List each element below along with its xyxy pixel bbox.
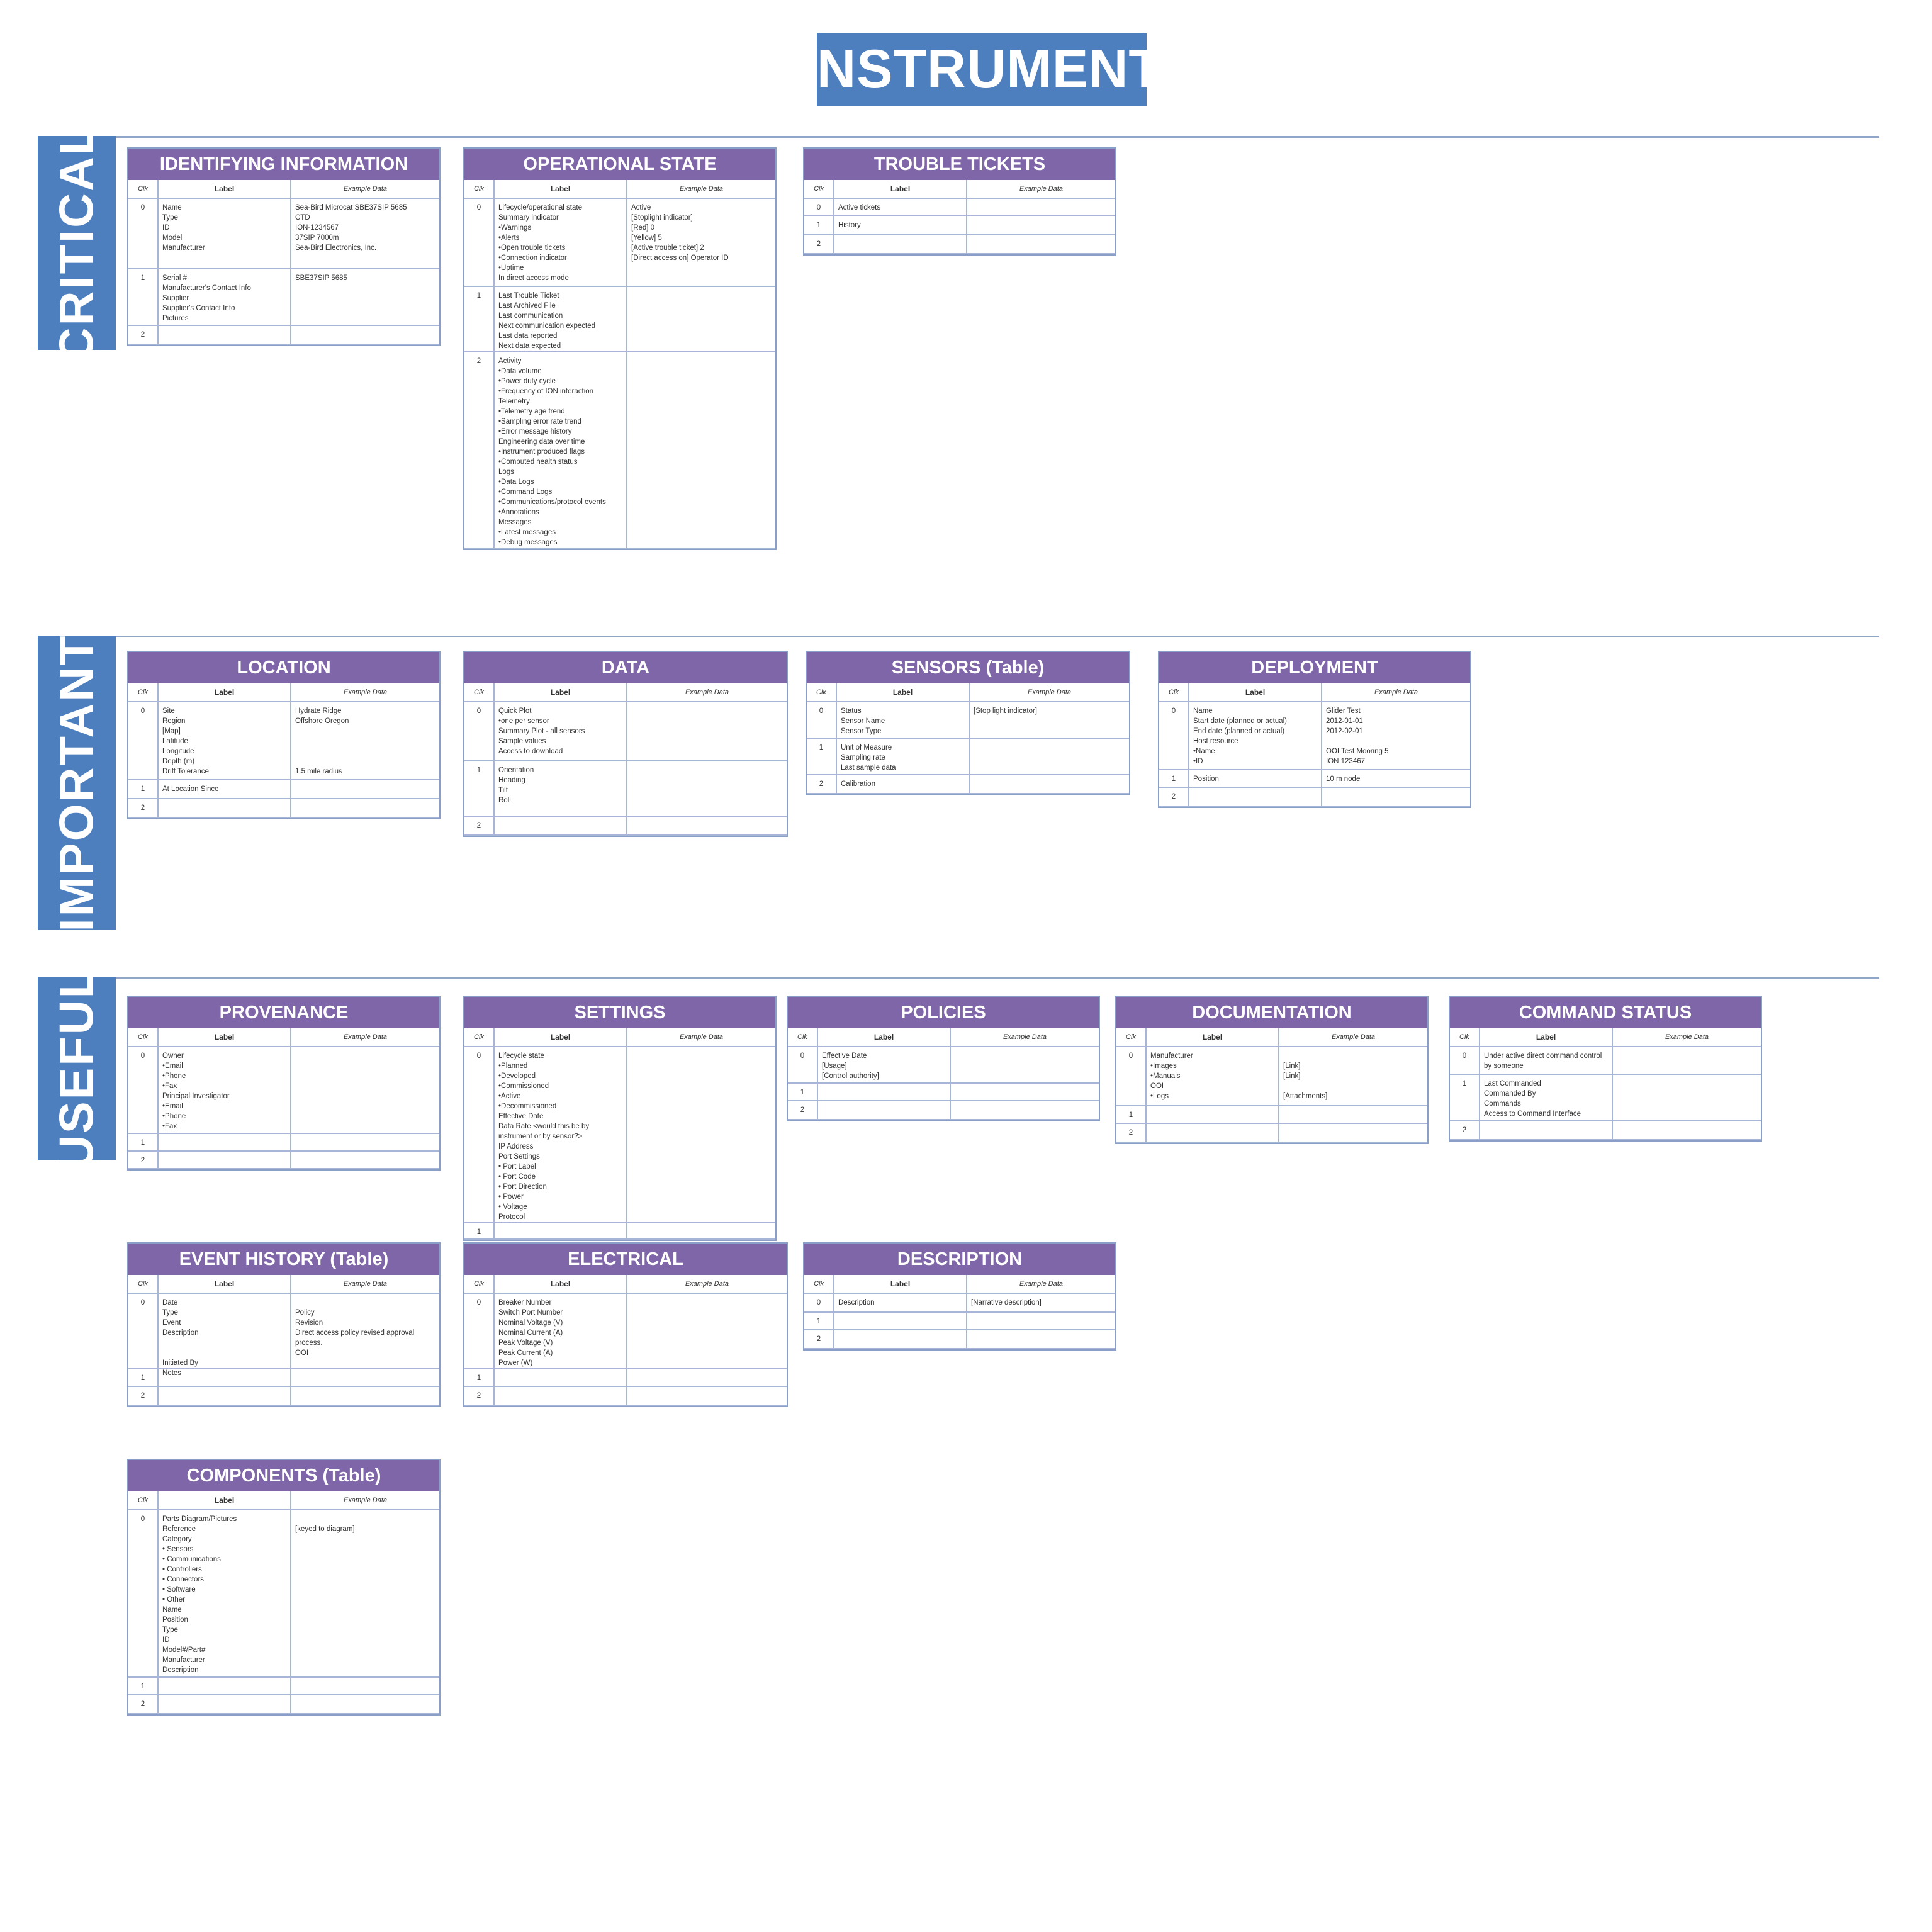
row-clock-number: 1 [464,287,495,352]
row-label: Manufacturer •Images •Manuals OOI •Logs [1147,1047,1279,1106]
row-label [1147,1106,1279,1124]
field-table [464,1275,787,1406]
column-header-example: Example Data [291,180,439,199]
row-clock-number: 1 [804,1313,834,1330]
column-header-clk: Clk [128,1275,159,1294]
column-header-label: Label [159,683,291,702]
row-label: Name Type ID Model Manufacturer [159,199,291,269]
card-title: DESCRIPTION [804,1244,1115,1275]
column-header-label: Label [818,1028,951,1047]
column-header-clk: Clk [128,683,159,702]
row-clock-number: 0 [1450,1047,1480,1075]
card-title: SENSORS (Table) [807,652,1129,683]
card-title: TROUBLE TICKETS [804,149,1115,180]
field-table [464,180,775,549]
column-header-example: Example Data [967,1275,1115,1294]
row-label [159,1678,291,1695]
column-header-label: Label [837,683,970,702]
row-example-data [291,1047,439,1134]
column-header-example: Example Data [291,1275,439,1294]
row-example-data: [keyed to diagram] [291,1510,439,1678]
row-clock-number: 2 [1450,1121,1480,1140]
row-example-data [291,780,439,799]
column-header-clk: Clk [464,1275,495,1294]
column-header-clk: Clk [1159,683,1189,702]
row-example-data: Glider Test 2012-01-01 2012-02-01 OOI Test Mooring 5 ION 123467 [1322,702,1470,770]
section-divider-critical [116,136,1879,138]
section-divider-important [116,636,1879,637]
row-label: Effective Date [Usage] [Control authority] [818,1047,951,1084]
row-label: Calibration [837,775,970,794]
row-clock-number: 0 [128,702,159,780]
row-label: Activity •Data volume •Power duty cycle •Frequency of ION interaction Telemetry •Telemetry age trend •Sampling error rate trend •Error message history Engineering data over time •Instrument produced flags •Computed health status Logs •Data Logs •Command Logs •Communications/protocol events •Annotations Messages •Latest messages •Debug messages [495,352,627,549]
row-clock-number: 0 [464,1294,495,1369]
row-clock-number: 2 [128,1387,159,1406]
section-label-text: IMPORTANT [50,634,104,932]
row-label: Last Commanded Commanded By Commands Access to Command Interface [1480,1075,1613,1121]
row-label: Active tickets [834,199,967,216]
row-label: Description [834,1294,967,1313]
field-table [128,683,439,818]
row-clock-number: 2 [464,817,495,836]
column-header-label: Label [834,1275,967,1294]
row-label: Unit of Measure Sampling rate Last sample data [837,739,970,775]
column-header-example: Example Data [291,683,439,702]
column-header-label: Label [159,180,291,199]
card-title: DATA [464,652,787,683]
column-header-label: Label [159,1491,291,1510]
row-example-data: Policy Revision Direct access policy revised approval process. OOI [291,1294,439,1369]
field-table [128,1491,439,1714]
card-documentation [1115,996,1429,1144]
row-label [159,1134,291,1152]
column-header-label: Label [834,180,967,199]
row-clock-number: 2 [807,775,837,794]
row-label: Last Trouble Ticket Last Archived File Last communication Next communication expected Last data reported Next data expected [495,287,627,352]
row-clock-number: 2 [128,1695,159,1714]
row-clock-number: 2 [1159,788,1189,807]
row-example-data [627,1223,775,1240]
card-title: COMPONENTS (Table) [128,1460,439,1491]
column-header-clk: Clk [128,1028,159,1047]
row-label [495,1369,627,1387]
row-example-data [967,199,1115,216]
row-example-data [627,287,775,352]
card-deployment [1158,651,1471,808]
card-title: DOCUMENTATION [1116,997,1427,1028]
column-header-clk: Clk [128,1491,159,1510]
row-clock-number: 0 [804,1294,834,1313]
row-label: Name Start date (planned or actual) End date (planned or actual) Host resource •Name •ID [1189,702,1322,770]
card-title: OPERATIONAL STATE [464,149,775,180]
row-clock-number: 0 [807,702,837,739]
row-label [159,1369,291,1387]
row-clock-number: 1 [128,780,159,799]
column-header-example: Example Data [1613,1028,1761,1047]
card-title: PROVENANCE [128,997,439,1028]
row-example-data [291,1152,439,1169]
card-sensors [806,651,1130,795]
row-example-data: [Link] [Link] [Attachments] [1279,1047,1427,1106]
row-example-data [627,817,787,836]
row-example-data [951,1047,1099,1084]
row-clock-number: 1 [1159,770,1189,788]
row-clock-number: 0 [1116,1047,1147,1106]
row-example-data [967,216,1115,235]
row-label: Site Region [Map] Latitude Longitude Depth (m) Drift Tolerance [159,702,291,780]
column-header-clk: Clk [807,683,837,702]
column-header-label: Label [159,1275,291,1294]
column-header-example: Example Data [1279,1028,1427,1047]
row-clock-number: 1 [804,216,834,235]
row-label: Parts Diagram/Pictures Reference Category • Sensors • Communications • Controllers • Connectors • Software • Other Name Position Type ID Model#/Part# Manufacturer Description [159,1510,291,1678]
card-title: SETTINGS [464,997,775,1028]
row-example-data [627,352,775,549]
row-example-data [1613,1047,1761,1075]
row-clock-number: 0 [1159,702,1189,770]
row-clock-number: 1 [128,269,159,326]
row-example-data [951,1101,1099,1120]
row-clock-number: 2 [128,799,159,818]
field-table [807,683,1129,794]
row-example-data: Sea-Bird Microcat SBE37SIP 5685 CTD ION-1234567 37SIP 7000m Sea-Bird Electronics, Inc. [291,199,439,269]
column-header-clk: Clk [1116,1028,1147,1047]
row-clock-number: 0 [128,1510,159,1678]
card-components [127,1459,441,1716]
card-title: DEPLOYMENT [1159,652,1470,683]
field-table [804,180,1115,254]
row-label [818,1101,951,1120]
column-header-example: Example Data [627,683,787,702]
column-header-clk: Clk [464,1028,495,1047]
row-example-data [627,1369,787,1387]
row-label: At Location Since [159,780,291,799]
field-table [804,1275,1115,1349]
column-header-example: Example Data [291,1028,439,1047]
row-label: Quick Plot •one per sensor Summary Plot - all sensors Sample values Access to download [495,702,627,761]
card-provenance [127,996,441,1171]
row-clock-number: 1 [464,1369,495,1387]
card-location [127,651,441,819]
row-example-data [1613,1121,1761,1140]
row-clock-number: 2 [804,235,834,254]
row-clock-number: 1 [128,1678,159,1695]
row-clock-number: 2 [128,326,159,345]
card-policies [787,996,1100,1121]
section-label-important [38,636,116,930]
row-label: Serial # Manufacturer's Contact Info Supplier Supplier's Contact Info Pictures [159,269,291,326]
section-label-useful [38,967,116,1170]
column-header-example: Example Data [627,180,775,199]
row-label [834,235,967,254]
field-table [1159,683,1470,807]
field-table [464,1028,775,1240]
column-header-label: Label [1189,683,1322,702]
row-label: Date Type Event Description Initiated By Notes [159,1294,291,1369]
row-clock-number: 1 [807,739,837,775]
row-clock-number: 0 [128,1047,159,1134]
card-data [463,651,788,837]
row-example-data [291,326,439,345]
column-header-label: Label [495,1028,627,1047]
field-table [1116,1028,1427,1143]
column-header-label: Label [159,1028,291,1047]
row-label [495,1223,627,1240]
row-label [159,326,291,345]
section-label-critical [38,123,116,362]
column-header-label: Label [1147,1028,1279,1047]
column-header-clk: Clk [464,180,495,199]
row-example-data [970,739,1129,775]
card-event-history [127,1242,441,1407]
column-header-clk: Clk [1450,1028,1480,1047]
column-header-example: Example Data [951,1028,1099,1047]
row-example-data: [Stop light indicator] [970,702,1129,739]
row-label [834,1313,967,1330]
card-title: COMMAND STATUS [1450,997,1761,1028]
column-header-example: Example Data [291,1491,439,1510]
row-example-data [967,1330,1115,1349]
column-header-clk: Clk [464,683,495,702]
row-example-data [967,235,1115,254]
column-header-example: Example Data [1322,683,1470,702]
row-label [159,1152,291,1169]
row-example-data [967,1313,1115,1330]
row-clock-number: 1 [1450,1075,1480,1121]
column-header-clk: Clk [804,1275,834,1294]
row-label: Owner •Email •Phone •Fax Principal Investigator •Email •Phone •Fax [159,1047,291,1134]
column-header-label: Label [495,180,627,199]
card-title: LOCATION [128,652,439,683]
row-label [818,1084,951,1101]
page-title: INSTRUMENT [817,33,1147,106]
section-label-text: USEFUL [50,967,104,1170]
row-label [495,817,627,836]
row-example-data [291,1678,439,1695]
row-clock-number: 0 [128,1294,159,1369]
row-example-data [291,799,439,818]
row-label [495,1387,627,1406]
field-table [464,683,787,836]
row-clock-number: 2 [128,1152,159,1169]
row-label: Orientation Heading Tilt Roll [495,761,627,817]
section-label-text: CRITICAL [50,123,104,362]
row-clock-number: 0 [804,199,834,216]
row-label [159,1695,291,1714]
row-example-data [291,1134,439,1152]
row-clock-number: 0 [464,1047,495,1223]
row-clock-number: 1 [788,1084,818,1101]
row-clock-number: 1 [128,1369,159,1387]
row-example-data [627,702,787,761]
row-clock-number: 0 [788,1047,818,1084]
row-clock-number: 1 [464,1223,495,1240]
row-label: Lifecycle state •Planned •Developed •Commissioned •Active •Decommissioned Effective Date Data Rate <would this be by instrument or by sensor?> IP Address Port Settings • Port Label • Port Code • Port Direction • Power • Voltage Protocol [495,1047,627,1223]
row-example-data [951,1084,1099,1101]
row-label: Position [1189,770,1322,788]
row-example-data: SBE37SIP 5685 [291,269,439,326]
row-clock-number: 2 [464,352,495,549]
column-header-clk: Clk [804,180,834,199]
row-clock-number: 2 [464,1387,495,1406]
row-example-data [291,1695,439,1714]
row-clock-number: 2 [788,1101,818,1120]
field-table [128,1028,439,1169]
row-example-data [1322,788,1470,807]
card-title: IDENTIFYING INFORMATION [128,149,439,180]
column-header-label: Label [1480,1028,1613,1047]
card-title: ELECTRICAL [464,1244,787,1275]
row-example-data [1279,1106,1427,1124]
row-example-data [627,1047,775,1223]
column-header-example: Example Data [627,1028,775,1047]
row-label: Lifecycle/operational state Summary indicator •Warnings •Alerts •Open trouble tickets •Connection indicator •Uptime In direct access mode [495,199,627,287]
card-title: EVENT HISTORY (Table) [128,1244,439,1275]
field-table [788,1028,1099,1120]
row-label [159,1387,291,1406]
row-label: Under active direct command control by someone [1480,1047,1613,1075]
row-clock-number: 2 [804,1330,834,1349]
row-example-data: Hydrate Ridge Offshore Oregon 1.5 mile radius [291,702,439,780]
row-example-data: [Narrative description] [967,1294,1115,1313]
column-header-example: Example Data [970,683,1129,702]
column-header-clk: Clk [128,180,159,199]
row-clock-number: 0 [128,199,159,269]
row-example-data [291,1369,439,1387]
row-label: Breaker Number Switch Port Number Nominal Voltage (V) Nominal Current (A) Peak Voltage (V) Peak Current (A) Power (W) [495,1294,627,1369]
row-example-data [627,761,787,817]
row-clock-number: 0 [464,702,495,761]
column-header-label: Label [495,1275,627,1294]
row-label: History [834,216,967,235]
row-label: Status Sensor Name Sensor Type [837,702,970,739]
card-title: POLICIES [788,997,1099,1028]
card-trouble-tickets [803,147,1116,256]
card-command-status [1449,996,1762,1142]
field-table [128,180,439,345]
row-label [159,799,291,818]
row-clock-number: 1 [464,761,495,817]
row-label [1480,1121,1613,1140]
row-clock-number: 2 [1116,1124,1147,1143]
card-electrical [463,1242,788,1407]
column-header-example: Example Data [967,180,1115,199]
row-label [1147,1124,1279,1143]
column-header-clk: Clk [788,1028,818,1047]
row-example-data [627,1387,787,1406]
column-header-label: Label [495,683,627,702]
column-header-example: Example Data [627,1275,787,1294]
row-example-data: Active [Stoplight indicator] [Red] 0 [Yellow] 5 [Active trouble ticket] 2 [Direct access on] Operator ID [627,199,775,287]
row-clock-number: 1 [128,1134,159,1152]
row-example-data [1613,1075,1761,1121]
row-example-data [970,775,1129,794]
row-clock-number: 0 [464,199,495,287]
row-example-data [627,1294,787,1369]
row-example-data: 10 m node [1322,770,1470,788]
row-label [1189,788,1322,807]
row-example-data [291,1387,439,1406]
row-example-data [1279,1124,1427,1143]
card-identifying-information [127,147,441,346]
card-operational-state [463,147,777,550]
field-table [128,1275,439,1406]
row-clock-number: 1 [1116,1106,1147,1124]
row-label [834,1330,967,1349]
field-table [1450,1028,1761,1140]
section-divider-useful [116,977,1879,979]
card-settings [463,996,777,1241]
card-description [803,1242,1116,1351]
